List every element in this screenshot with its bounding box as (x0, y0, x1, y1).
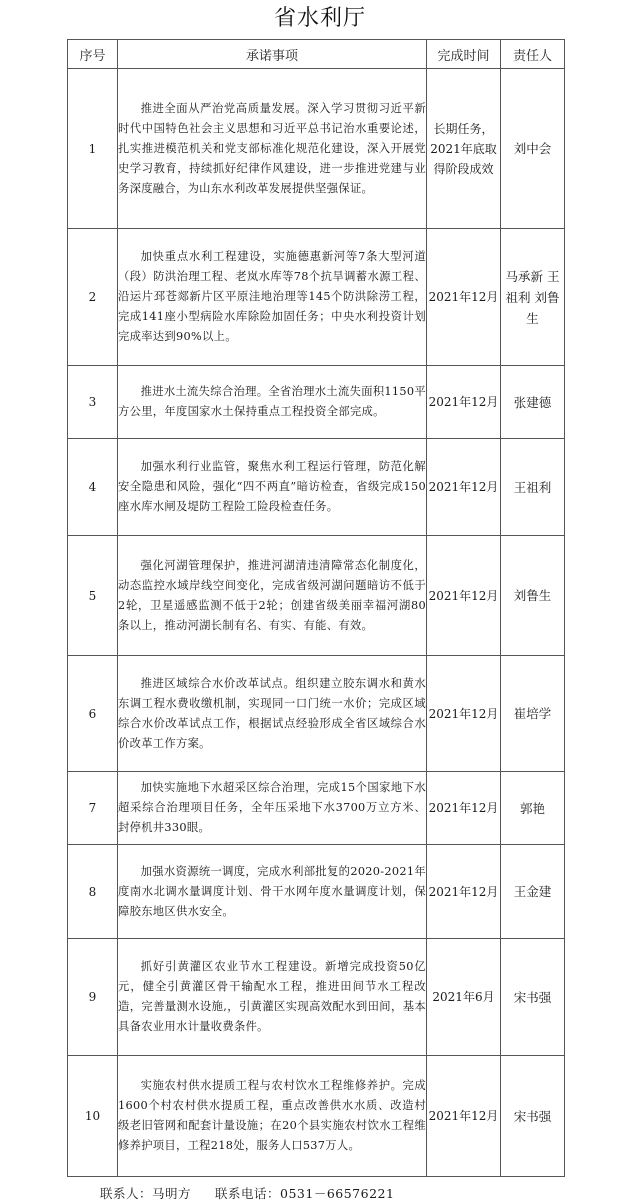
row-resp: 刘中会 (501, 69, 565, 229)
table-row (68, 69, 565, 229)
contact-footer (100, 1184, 394, 1204)
table-row (68, 772, 565, 845)
row-item: 加强水利行业监管，聚焦水利工程运行管理，防范化解安全隐患和风险，强化“四不两直”暗访检查，省级完成150座水库水闸及堤防工程险工险段检查任务。 (118, 439, 427, 536)
header-seq: 序号 (68, 40, 118, 69)
row-resp: 宋书强 (501, 1056, 565, 1177)
row-item: 强化河湖管理保护，推进河湖清违清障常态化制度化，动态监控水域岸线空间变化，完成省级河湖问题暗访不低于2轮，卫星遥感监测不低于2轮；创建省级美丽幸福河湖80条以上，推动河湖长制有名、有实、有能、有效。 (118, 536, 427, 656)
commitment-table (67, 39, 565, 1177)
row-seq: 5 (68, 536, 118, 656)
row-resp: 崔培学 (501, 656, 565, 772)
header-resp: 责任人 (501, 40, 565, 69)
row-seq: 9 (68, 939, 118, 1056)
row-item: 加快实施地下水超采区综合治理，完成15个国家地下水超采综合治理项目任务，全年压采地下水3700万立方米、封停机井330眼。 (118, 772, 427, 845)
table-row (68, 366, 565, 439)
row-time: 2021年12月 (427, 845, 501, 939)
row-item: 抓好引黄灌区农业节水工程建设。新增完成投资50亿元，健全引黄灌区骨干输配水工程，推进田间节水工程改造，完善量测水设施,，引黄灌区实现高效配水到田间，基本具备农业用水计量收费条件。 (118, 939, 427, 1056)
row-resp: 王金建 (501, 845, 565, 939)
row-time: 2021年6月 (427, 939, 501, 1056)
row-item: 加快重点水利工程建设，实施德惠新河等7条大型河道（段）防洪治理工程、老岚水库等78个抗旱调蓄水源工程、沿运片邳苍郯新片区平原洼地治理等145个防洪除涝工程，完成141座小型病险水库除险加固任务；中央水利投资计划完成率达到90%以上。 (118, 229, 427, 366)
row-resp: 马承新 王祖利 刘鲁生 (501, 229, 565, 366)
row-seq: 4 (68, 439, 118, 536)
row-resp: 刘鲁生 (501, 536, 565, 656)
row-time: 2021年12月 (427, 1056, 501, 1177)
row-time: 2021年12月 (427, 439, 501, 536)
header-item: 承诺事项 (118, 40, 427, 69)
row-time: 2021年12月 (427, 772, 501, 845)
row-seq: 2 (68, 229, 118, 366)
row-time: 2021年12月 (427, 229, 501, 366)
row-item: 实施农村供水提质工程与农村饮水工程维修养护。完成1600个村农村供水提质工程，重点改善供水水质、改造村级老旧管网和配套计量设施；在20个县实施农村饮水工程维修养护项目，工程218处，服务人口537万人。 (118, 1056, 427, 1177)
row-item: 推进区域综合水价改革试点。组织建立胶东调水和黄水东调工程水费收缴机制，实现同一口门统一水价；完成区域综合水价改革试点工作，根据试点经验形成全省区域综合水价改革工作方案。 (118, 656, 427, 772)
table-row (68, 845, 565, 939)
contact-person: 联系人：马明方 (100, 1186, 192, 1201)
table-header-row (68, 40, 565, 69)
row-seq: 10 (68, 1056, 118, 1177)
row-seq: 3 (68, 366, 118, 439)
row-time: 2021年12月 (427, 656, 501, 772)
table-row (68, 439, 565, 536)
table-row (68, 536, 565, 656)
table-row (68, 1056, 565, 1177)
row-time: 2021年12月 (427, 366, 501, 439)
row-seq: 8 (68, 845, 118, 939)
row-resp: 郭艳 (501, 772, 565, 845)
row-resp: 王祖利 (501, 439, 565, 536)
row-item: 加强水资源统一调度，完成水利部批复的2020-2021年度南水北调水量调度计划、骨干水网年度水量调度计划，保障胶东地区供水安全。 (118, 845, 427, 939)
header-time: 完成时间 (427, 40, 501, 69)
table-row (68, 229, 565, 366)
row-seq: 6 (68, 656, 118, 772)
table-row (68, 656, 565, 772)
row-seq: 7 (68, 772, 118, 845)
row-item: 推进水土流失综合治理。全省治理水土流失面积1150平方公里，年度国家水土保持重点工程投资全部完成。 (118, 366, 427, 439)
row-time: 长期任务，2021年底取得阶段成效 (427, 69, 501, 229)
row-item: 推进全面从严治党高质量发展。深入学习贯彻习近平新时代中国特色社会主义思想和习近平总书记治水重要论述，扎实推进模范机关和党支部标准化规范化建设，深入开展党史学习教育，持续抓好纪律作风建设，进一步推进党建与业务深度融合，为山东水利改革发展提供坚强保证。 (118, 69, 427, 229)
table-row (68, 939, 565, 1056)
contact-phone: 联系电话：0531－66576221 (215, 1186, 395, 1201)
row-resp: 张建德 (501, 366, 565, 439)
row-resp: 宋书强 (501, 939, 565, 1056)
page-title: 省水利厅 (273, 6, 366, 31)
row-seq: 1 (68, 69, 118, 229)
row-time: 2021年12月 (427, 536, 501, 656)
